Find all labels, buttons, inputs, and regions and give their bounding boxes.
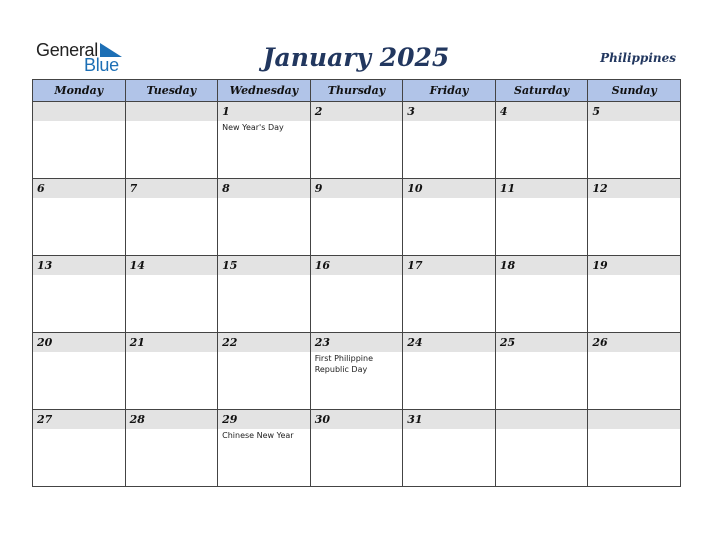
day-number <box>126 102 218 121</box>
day-number <box>588 410 680 429</box>
day-number: 23 <box>311 333 403 352</box>
day-cell <box>125 179 218 256</box>
day-cell <box>495 333 588 410</box>
weekday-header: Friday <box>403 80 496 102</box>
day-cell <box>403 410 496 487</box>
holiday-label: Chinese New Year <box>222 431 294 440</box>
day-number: 12 <box>588 179 680 198</box>
weekday-header: Saturday <box>495 80 588 102</box>
day-number: 27 <box>33 410 125 429</box>
week-row <box>33 256 681 333</box>
weekday-header: Wednesday <box>218 80 311 102</box>
day-cell <box>218 410 311 487</box>
weekday-header: Tuesday <box>125 80 218 102</box>
day-number: 25 <box>496 333 588 352</box>
day-cell <box>588 102 681 179</box>
logo-text-blue: Blue <box>84 55 119 75</box>
day-number: 31 <box>403 410 495 429</box>
day-cell <box>125 102 218 179</box>
day-cell <box>310 102 403 179</box>
day-cell <box>218 179 311 256</box>
week-row <box>33 179 681 256</box>
day-number: 14 <box>126 256 218 275</box>
day-number: 22 <box>218 333 310 352</box>
day-cell <box>495 179 588 256</box>
day-number: 7 <box>126 179 218 198</box>
day-number: 1 <box>218 102 310 121</box>
day-number: 9 <box>311 179 403 198</box>
day-cell <box>310 256 403 333</box>
day-number: 17 <box>403 256 495 275</box>
day-number: 15 <box>218 256 310 275</box>
holiday-label: First Philippine Republic Day <box>314 354 373 374</box>
day-number: 18 <box>496 256 588 275</box>
day-cell <box>310 333 403 410</box>
day-number: 16 <box>311 256 403 275</box>
day-cell <box>218 102 311 179</box>
day-cell <box>588 410 681 487</box>
day-number <box>496 410 588 429</box>
generalblue-logo <box>36 40 136 74</box>
day-cell <box>310 179 403 256</box>
day-number: 4 <box>496 102 588 121</box>
day-number: 19 <box>588 256 680 275</box>
day-cell <box>125 333 218 410</box>
day-number: 2 <box>311 102 403 121</box>
day-number: 6 <box>33 179 125 198</box>
day-cell <box>33 179 126 256</box>
week-row <box>33 410 681 487</box>
week-row <box>33 102 681 179</box>
page-title: January 2025 <box>262 43 450 72</box>
day-number: 20 <box>33 333 125 352</box>
calendar-body <box>33 102 681 487</box>
day-number: 24 <box>403 333 495 352</box>
day-number: 11 <box>496 179 588 198</box>
weekday-header: Thursday <box>310 80 403 102</box>
day-cell <box>588 333 681 410</box>
day-cell <box>33 333 126 410</box>
day-cell <box>33 102 126 179</box>
day-number: 13 <box>33 256 125 275</box>
day-cell <box>125 410 218 487</box>
day-cell <box>495 410 588 487</box>
day-number <box>33 102 125 121</box>
day-number: 26 <box>588 333 680 352</box>
weekday-header-row <box>33 80 681 102</box>
day-cell <box>403 256 496 333</box>
day-number: 3 <box>403 102 495 121</box>
country-label: Philippines <box>600 51 676 65</box>
weekday-header: Monday <box>33 80 126 102</box>
day-cell <box>403 333 496 410</box>
day-cell <box>403 179 496 256</box>
day-number: 8 <box>218 179 310 198</box>
day-number: 10 <box>403 179 495 198</box>
calendar-grid <box>32 79 681 487</box>
day-cell <box>125 256 218 333</box>
day-cell <box>218 333 311 410</box>
logo-text-general: General <box>36 40 98 60</box>
day-cell <box>33 256 126 333</box>
day-cell <box>310 410 403 487</box>
day-number: 21 <box>126 333 218 352</box>
day-cell <box>403 102 496 179</box>
day-cell <box>495 102 588 179</box>
day-cell <box>33 410 126 487</box>
day-cell <box>588 256 681 333</box>
day-cell <box>588 179 681 256</box>
day-number: 28 <box>126 410 218 429</box>
week-row <box>33 333 681 410</box>
weekday-header: Sunday <box>588 80 681 102</box>
day-cell <box>218 256 311 333</box>
day-cell <box>495 256 588 333</box>
holiday-label: New Year's Day <box>222 123 284 132</box>
day-number: 30 <box>311 410 403 429</box>
day-number: 5 <box>588 102 680 121</box>
day-number: 29 <box>218 410 310 429</box>
